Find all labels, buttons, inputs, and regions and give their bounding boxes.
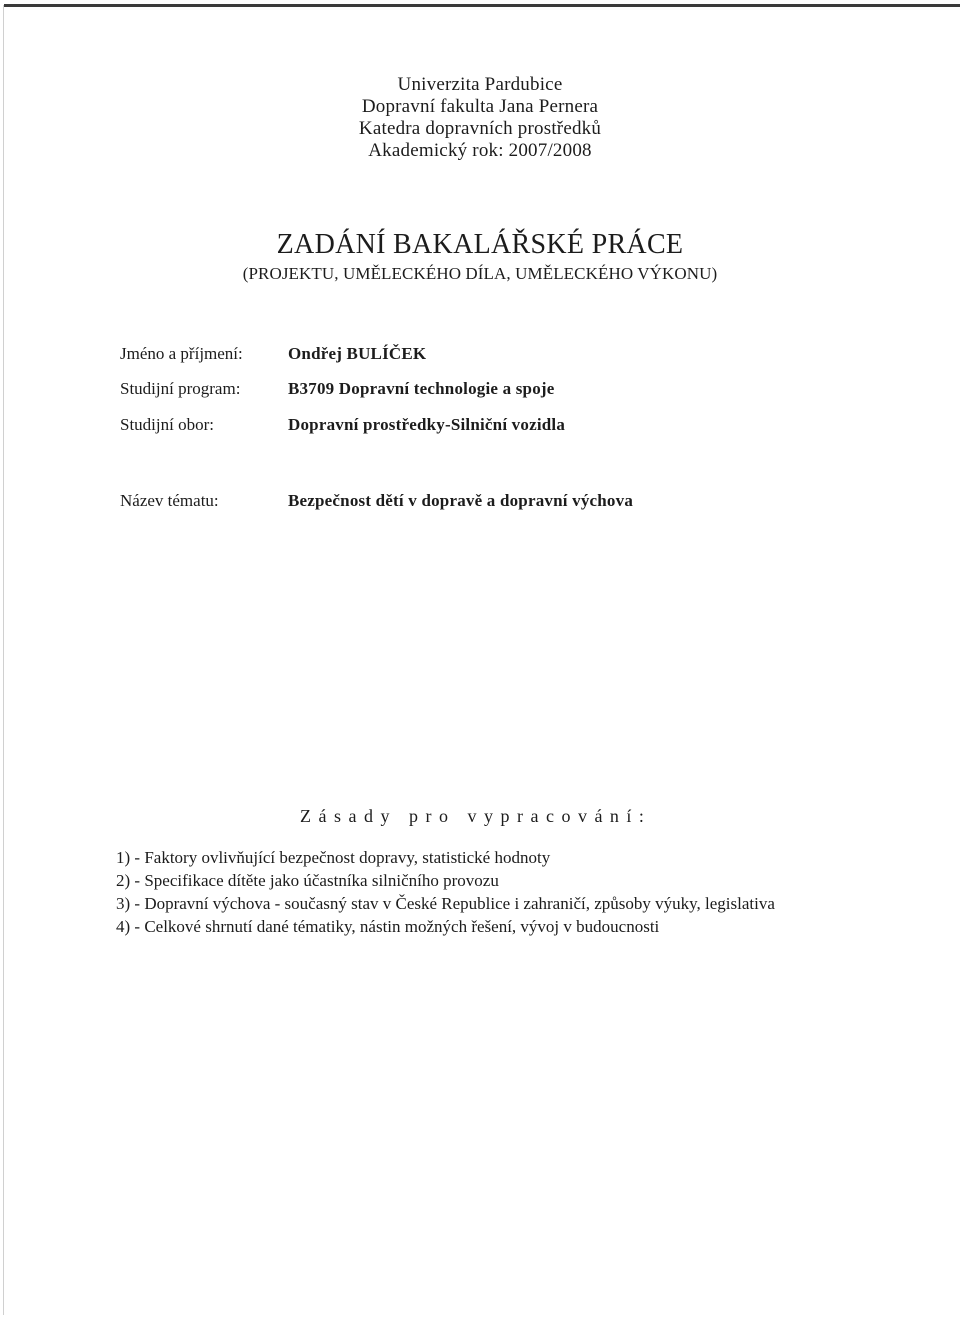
field-row-branch: [120, 413, 880, 437]
principles-heading: Zásady pro vypracování:: [300, 806, 652, 826]
institution-header: [0, 74, 960, 162]
document-title: ZADÁNÍ BAKALÁŘSKÉ PRÁCE: [276, 229, 684, 260]
field-value-name: Ondřej BULÍČEK: [288, 344, 427, 363]
principle-item-1: 1) - Faktory ovlivňující bezpečnost dopravy, statistické hodnoty: [116, 848, 551, 867]
document-subtitle: (PROJEKTU, UMĚLECKÉHO DÍLA, UMĚLECKÉHO VÝKONU): [242, 264, 718, 283]
principle-item-3: 3) - Dopravní výchova - současný stav v České Republice i zahraničí, způsoby výuky, legislativa: [116, 894, 775, 913]
field-label-name: Jméno a příjmení:: [120, 344, 243, 363]
field-value-topic: Bezpečnost dětí v dopravě a dopravní výchova: [288, 491, 634, 510]
principles-list: [116, 846, 836, 938]
university-name: Univerzita Pardubice: [397, 74, 563, 95]
field-label-topic: Název tématu:: [120, 491, 219, 510]
department-name: Katedra dopravních prostředků: [358, 118, 602, 139]
field-row-program: [120, 377, 880, 401]
field-row-name: [120, 342, 880, 366]
field-value-program: B3709 Dopravní technologie a spoje: [288, 379, 555, 398]
faculty-name: Dopravní fakulta Jana Pernera: [361, 96, 599, 117]
field-row-topic: [120, 489, 880, 513]
principle-item-4: 4) - Celkové shrnutí dané tématiky, nástin možných řešení, vývoj v budoucnosti: [116, 917, 660, 936]
field-label-branch: Studijní obor:: [120, 415, 214, 434]
field-value-branch: Dopravní prostředky-Silniční vozidla: [288, 415, 566, 434]
field-label-program: Studijní program:: [120, 379, 241, 398]
academic-year: Akademický rok: 2007/2008: [368, 140, 592, 161]
principle-item-2: 2) - Specifikace dítěte jako účastníka silničního provozu: [116, 871, 499, 890]
